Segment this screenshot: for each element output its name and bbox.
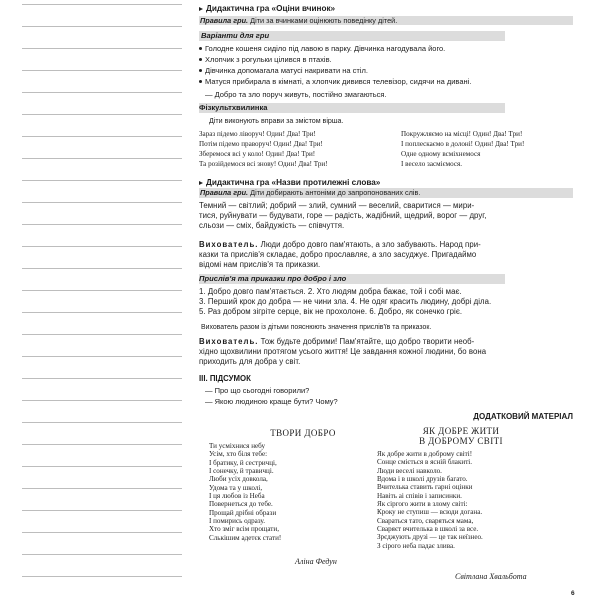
note-rule (22, 488, 182, 489)
lesson-content (199, 2, 577, 596)
note-rule (22, 422, 182, 423)
exercise-line: Покружляємо на місці! Один! Два! Три! (401, 130, 523, 138)
poem-line: Ти усміхнися небу (209, 442, 266, 450)
proverbs-line: 5. Раз добром зігріте серце, вік не прохолоне. 6. Добро, як сонечко гріє. (199, 307, 463, 317)
poem-line: Як сіргого жити в злому світі: (377, 500, 468, 509)
exercise-line: Одне одному всміхнемося (401, 150, 481, 158)
poem-line: Сонце сміється в ясній блакиті. (377, 458, 473, 467)
additional-heading: ДОДАТКОВИЙ МАТЕРІАЛ (473, 412, 573, 421)
speaker-label: Вихователь. (199, 240, 259, 249)
poem1-author: Аліна Федун (295, 557, 337, 566)
game1-rules: Правила гри. Діти за вчинками оцінюють поведінку дітей. (199, 16, 573, 25)
poem-line: І помирись одразу. (209, 517, 266, 526)
note-rule (22, 180, 182, 181)
exercise-title: Фізкультхвилинка (199, 103, 505, 113)
note-rule (22, 378, 182, 379)
proverbs-list (199, 287, 567, 317)
poem-line: Як добре жити в доброму світі! (377, 450, 473, 458)
game1-item: Голодне кошеня сиділо під лавою в парку. Дівчинка нагодувала його. (199, 44, 445, 53)
note-rule (22, 114, 182, 115)
poem-line: Навіть аі співів і записинки. (377, 491, 462, 500)
note-rule (22, 510, 182, 511)
poem-line: Удома та у школі, (209, 483, 263, 492)
exercise-line: Потім підемо праворуч! Один! Два! Три! (199, 140, 323, 148)
proverbs-title: Прислів'я та приказки про добро і зло (199, 274, 505, 284)
poem-line: Сваряєт вчителька в школі за все. (377, 525, 479, 534)
teacher1-line: Вихователь. Люди добро довго пам'ятають, а зло забувають. Народ при- (199, 240, 481, 249)
note-rule (22, 268, 182, 269)
speaker-label: Вихователь. (199, 337, 259, 346)
exercise-intro: Діти виконують вправи за змістом вірша. (209, 117, 344, 125)
poem-line: З сірого неба падає злива. (377, 541, 455, 550)
poem-line: Люби усіх довкола, (209, 475, 268, 484)
poem-line: Кроку не ступиш — всюди догана. (377, 508, 483, 517)
exercise-line: Зберемося всі у коло! Один! Два! Три! (199, 150, 316, 158)
poem2-title (391, 427, 531, 446)
exercise-line: Та розійдемося всі знову! Один! Два! Три! (199, 160, 328, 168)
game1-item: Хлопчик з рогульки цілився в птахів. (199, 55, 332, 64)
game1-item: Матуся прибирала в кімнаті, а хлопчик дивився телевізор, сидячи на дивані. (199, 77, 471, 86)
notes-column (22, 4, 182, 576)
note-rule (22, 312, 182, 313)
note-rule (22, 70, 182, 71)
poem-line: Хто зміг всім прощати, (209, 525, 279, 534)
teacher1-line: казки та прислів'я складає, добро прославляє, а зло засуджує. Пригадаймо (199, 250, 477, 260)
teacher2-line: приходить для добра у світ. (199, 357, 301, 367)
poem2-author: Світлана Хвальбота (455, 572, 527, 581)
poem-line: І сонечку, й травичці. (209, 467, 274, 476)
game2-words (199, 201, 567, 231)
note-rule (22, 4, 182, 5)
game2-words-line: Темний — світлий; добрий — злий, сумний — веселий, сваритися — мири- (199, 201, 475, 210)
poem-line: Усім, хто біля тебе: (209, 450, 268, 459)
note-rule (22, 158, 182, 159)
poem-line: І братику, й сестричці, (209, 458, 277, 467)
teacher2-line: Вихователь. Тож будьте добрими! Пам'ятайте, що добро творити необ- (199, 337, 475, 346)
note-rule (22, 26, 182, 27)
poem1-title: ТВОРИ ДОБРО (270, 428, 336, 438)
poem-line: Слькішим адетєк стати! (209, 533, 282, 542)
note-rule (22, 224, 182, 225)
poem1-body (209, 442, 281, 542)
exercise-line: Зараз підемо ліворуч! Один! Два! Три! (199, 130, 316, 138)
note-rule (22, 400, 182, 401)
proverbs-line: 1. Добро довго пам'ятається. 2. Хто людям добра бажає, той і собі має. (199, 287, 462, 296)
game2-rules: Правила гри. Діти добирають антоніми до запропонованих слів. (199, 188, 573, 198)
note-rule (22, 290, 182, 291)
game1-variants-label: Варіанти для гри (199, 31, 505, 41)
poem2-title-line: ЯК ДОБРЕ ЖИТИ (422, 426, 500, 436)
note-rule (22, 532, 182, 533)
note-rule (22, 356, 182, 357)
note-rule (22, 444, 182, 445)
teacher2-line: хідно щохвилини протягом усього життя! Це завдання кожної людини, бо вона (199, 347, 487, 357)
triangle-bullet-icon (199, 7, 203, 11)
note-rule (22, 246, 182, 247)
summary-question: — Якою людиною краще бути? Чому? (205, 397, 338, 406)
note-rule (22, 92, 182, 93)
poem-line: Вчителька ставить гарні оцінки (377, 483, 473, 492)
note-rule (22, 554, 182, 555)
game1-item: Дівчинка допомагала матусі накривати на стіл. (199, 66, 368, 75)
poem-line: І ця любов із Неба (209, 492, 265, 501)
game2-words-line: сльози — сміх, байдужість — співчуття. (199, 221, 345, 231)
poem-line: Прощай дрібні образи (209, 508, 277, 517)
poem-line: Вдома і в школі друзів багато. (377, 475, 468, 484)
exercise-line: І весело засміємося. (401, 160, 463, 168)
poem-line: Свараться тато, сваряться мама, (377, 516, 474, 525)
note-rule (22, 48, 182, 49)
game1-saying: — Добро та зло поруч живуть, постійно змагаються. (205, 90, 387, 99)
summary-question: — Про що сьогодні говорили? (205, 386, 310, 395)
poem2-title-line: В ДОБРОМУ СВІТІ (419, 435, 503, 446)
poem-line: Повернеться до тебе. (209, 500, 273, 509)
proverbs-note: Вихователь разом із дітьми пояснюють значення прислів'їв та приказок. (201, 324, 432, 331)
game1-title: Дидактична гра «Оціни вчинок» (199, 4, 335, 13)
game2-title: Дидактична гра «Назви протилежні слова» (199, 178, 380, 187)
teacher2-speech (199, 337, 567, 367)
note-rule (22, 202, 182, 203)
page-number: 6 (571, 590, 575, 597)
note-rule (22, 576, 182, 577)
triangle-bullet-icon (199, 181, 203, 185)
note-rule (22, 334, 182, 335)
poem-line: Люди веселі навколо. (377, 466, 442, 475)
game2-words-line: тися, руйнувати — будувати, горе — радість, жадібний, щедрий, ворог — друг, (199, 211, 487, 221)
poem-line: Зрєджують друзі — це так неїзнео. (377, 533, 483, 542)
proverbs-line: 3. Перший крок до добра — не чини зла. 4. Не одяг красить людину, добрі діла. (199, 297, 492, 307)
note-rule (22, 136, 182, 137)
teacher1-speech (199, 240, 567, 270)
note-rule (22, 466, 182, 467)
teacher1-line: відомі нам прислів'я та приказки. (199, 260, 321, 270)
poem2-body (377, 450, 483, 550)
exercise-line: І поплескаємо в долоні! Один! Два! Три! (401, 140, 525, 148)
summary-title: ІІІ. ПІДСУМОК (199, 374, 251, 383)
